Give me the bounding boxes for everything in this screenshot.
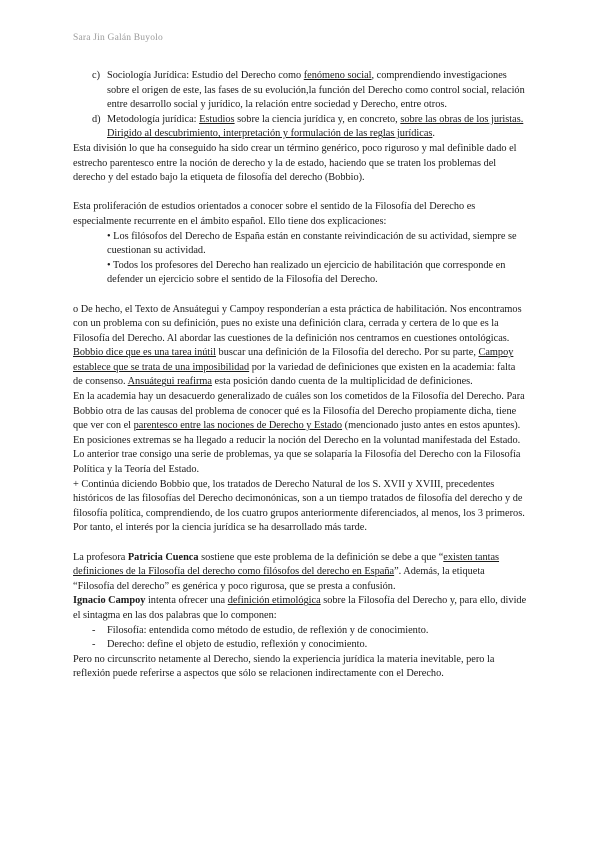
paragraph-academia: En la academia hay un desacuerdo generalizado de cuáles son los cometidos de la Filosofía del Derecho. Para Bobbio otra de las causas del problema de conocer qué es la Filosofía del Derecho propiamente dicha, tiene que ver con el parentesco entre las nociones de Derecho y Estado (mencionado justo antes en estos apuntes). bbox=[73, 391, 525, 432]
list-item-text: Metodología jurídica: Estudios sobre la ciencia jurídica y, en concreto, sobre las obras de los juristas. Dirigido al descubrimiento, interpretación y formulación de las reglas jurídicas. bbox=[107, 113, 524, 140]
document-header-author: Sara Jin Galán Buyolo bbox=[73, 33, 163, 43]
dash-item-text: Derecho: define el objeto de estudio, reflexión y conocimiento. bbox=[107, 639, 368, 651]
paragraph-continua-bobbio: + Continúa diciendo Bobbio que, los tratados de Derecho Natural de los S. XVII y XVIII, precedentes históricos de las filosofías del Derecho decimonónicas, son a un tiempo tratados de filosofía del derecho y de filosofía política, comprendiendo, de los cuatro grupos anteriormente diferenciados, al menos, los 3 primeros. Por tanto, el interés por la ciencia jurídica se ha desarrollado más tarde. bbox=[73, 478, 525, 534]
paragraph-proliferacion: Esta proliferación de estudios orientados a conocer sobre el sentido de la Filosofía del Derecho es especialmente recurrente en el ámbito español. Ello tiene dos explicaciones: bbox=[73, 201, 476, 227]
list-item-text: Sociología Jurídica: Estudio del Derecho como fenómeno social, comprendiendo investigaciones sobre el origen de este, las fases de su evolución,la función del Derecho como control social, relación entre desarrollo social y jurídico, la relación entre sociedad y Derecho, entre otros. bbox=[107, 70, 525, 111]
paragraph-posiciones-extremas: En posiciones extremas se ha llegado a reducir la noción del Derecho en la voluntad manifestada del Estado. Lo anterior trae consigo una serie de problemas, ya que se solaparía la Filosofía del Derecho con la Filosofía Política y la Teoría del Estado. bbox=[73, 434, 521, 476]
document-body bbox=[73, 69, 527, 682]
list-item-c bbox=[73, 69, 527, 113]
list-marker: c) bbox=[92, 70, 100, 81]
paragraph-bobbio-campoy: Bobbio dice que es una tarea inútil buscar una definición de la Filosofía del derecho. Por su parte, Campoy establece que se trata de una imposibilidad por la variedad de definiciones que existen en la academia: falta de consenso. Ansuátegui reafirma esta posición dando cuenta de la multiplicidad de definiciones. bbox=[73, 347, 516, 388]
paragraph-division: Esta división lo que ha conseguido ha sido crear un término genérico, poco riguroso y mal definible dado el estrecho parentesco entre la noción de derecho y la de estado, haciendo que se traten los problemas del derecho y del estado bajo la etiqueta de filosofía del derecho (Bobbio). bbox=[73, 142, 517, 184]
list-marker: d) bbox=[92, 113, 101, 125]
paragraph-pero-no-circunscrito: Pero no circunscrito netamente al Derecho, siendo la experiencia jurídica la materia inevitable, pero la reflexión puede referirse a aspectos que sólo se relacionen indirectamente con el Derecho. bbox=[73, 653, 495, 680]
paragraph-patricia-cuenca: La profesora Patricia Cuenca sostiene que este problema de la definición se debe a que “existen tantas definiciones de la Filosofía del derecho como filósofos del derecho en España”. Además, la etiqueta “Filosofía del derecho” es genérica y poco rigurosa, que se presta a confusión. bbox=[73, 551, 500, 592]
dash-item bbox=[73, 624, 527, 639]
paragraph-ignacio-campoy: Ignacio Campoy intenta ofrecer una definición etimológica sobre la Filosofía del Derecho y, para ello, divide el sintagma en las dos palabras que lo componen: bbox=[73, 595, 527, 621]
dash-marker: - bbox=[92, 624, 96, 636]
bullet-item: • Los filósofos del Derecho de España están en constante reivindicación de su actividad, siempre se cuestionan su actividad. bbox=[107, 230, 517, 257]
dash-marker: - bbox=[92, 639, 96, 651]
dash-item bbox=[73, 638, 527, 653]
list-item-d bbox=[73, 113, 527, 142]
paragraph-de-hecho: o De hecho, el Texto de Ansuátegui y Campoy responderían a esta práctica de habilitación. Nos encontramos con un problema con su definición, pues no existe una definición clara, cerrada y certera de lo que es la Filosofía del Derecho. Al abordar las cuestiones de la definición nos centramos en cuestiones ontológicas. bbox=[73, 303, 522, 344]
bullet-item: • Todos los profesores del Derecho han realizado un ejercicio de habilitación que corresponde en defender un ejercicio sobre el sentido de la Filosofía del Derecho. bbox=[107, 259, 506, 286]
dash-item-text: Filosofía: entendida como método de estudio, de reflexión y de conocimiento. bbox=[107, 624, 429, 636]
